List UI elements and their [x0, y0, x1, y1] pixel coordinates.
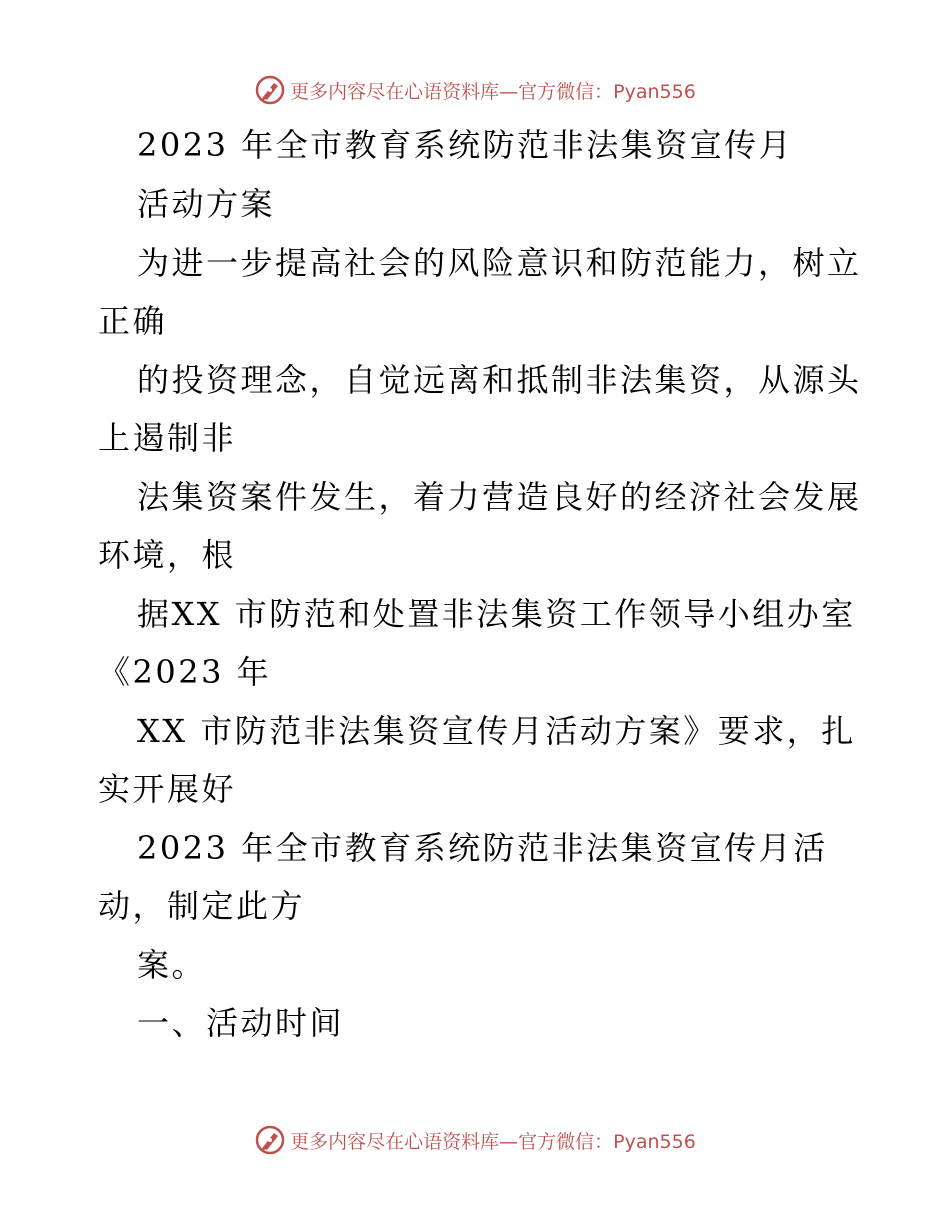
doc-line: 案。	[137, 946, 207, 984]
doc-line: 动，制定此方	[98, 887, 306, 925]
doc-line: 法集资案件发生，着力营造良好的经济社会发展	[137, 478, 862, 516]
doc-line: 的投资理念，自觉远离和抵制非法集资，从源头	[137, 361, 862, 399]
doc-line: 活动方案	[137, 185, 276, 223]
doc-line: 一、活动时间	[137, 1004, 345, 1042]
doc-line: 实开展好	[98, 770, 237, 808]
doc-line: 《2023 年	[98, 653, 272, 691]
pen-nib-logo-icon	[254, 1124, 286, 1156]
footer-watermark	[0, 1120, 950, 1160]
doc-line: 2023 年全市教育系统防范非法集资宣传月活	[137, 829, 828, 867]
doc-line: 上遏制非	[98, 419, 237, 457]
doc-line: XX 市防范非法集资宣传月活动方案》要求，扎	[137, 712, 856, 750]
doc-line: 环境，根	[98, 536, 237, 574]
watermark-text: 更多内容尽在心语资料库—官方微信：Pyan556	[290, 1130, 696, 1153]
doc-line: 2023 年全市教育系统防范非法集资宣传月	[137, 126, 794, 164]
doc-line: 正确	[98, 302, 168, 340]
doc-line: 为进一步提高社会的风险意识和防范能力，树立	[137, 244, 862, 282]
watermark-text: 更多内容尽在心语资料库—官方微信：Pyan556	[290, 80, 696, 103]
doc-line: 据XX 市防范和处置非法集资工作领导小组办室	[137, 595, 856, 633]
